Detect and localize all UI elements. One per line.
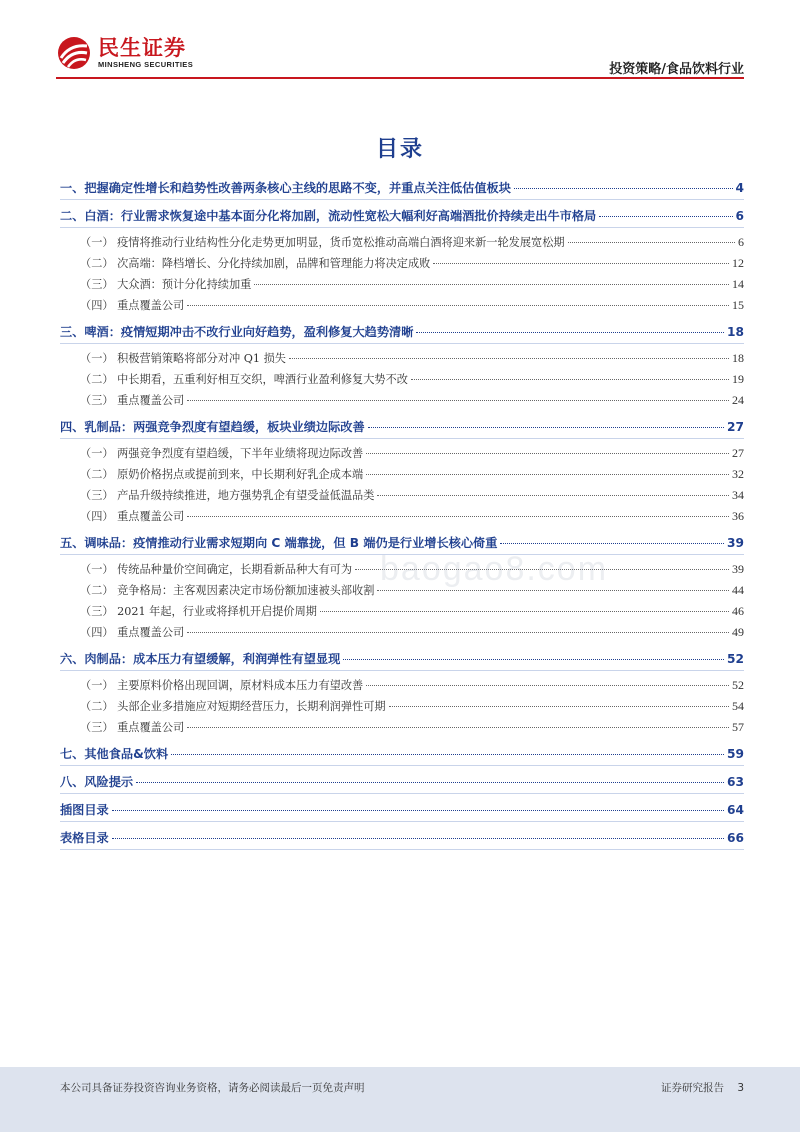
disclaimer-text: 本公司具备证券投资咨询业务资格，请务必阅读最后一页免责声明: [60, 1082, 365, 1094]
toc-entry-page: 18: [732, 351, 744, 365]
toc-entry-page: 15: [732, 298, 744, 312]
toc-leader-dots: [171, 754, 724, 755]
toc-entry-label: （一） 两强竞争烈度有望趋缓，下半年业绩将现边际改善: [80, 447, 364, 460]
toc-leader-dots: [320, 611, 729, 612]
footer-right: [661, 1080, 744, 1095]
toc-entry-page: 52: [727, 652, 744, 666]
toc-entry-page: 32: [732, 467, 744, 481]
toc-entry-label: （一） 积极营销策略将部分对冲 Q1 损失: [80, 352, 286, 365]
toc-section[interactable]: [60, 321, 744, 344]
toc-entry-label: 二、白酒：行业需求恢复途中基本面分化将加剧，流动性宽松大幅利好高端酒批价持续走出牛市格局: [60, 209, 597, 223]
toc-subsection[interactable]: [60, 390, 744, 411]
toc-entry-label: （三） 大众酒：预计分化持续加重: [80, 278, 252, 291]
toc-section[interactable]: [60, 771, 744, 794]
toc-entry-page: 18: [727, 325, 744, 339]
toc-leader-dots: [389, 706, 729, 707]
header-divider: [56, 77, 744, 79]
toc-entry-page: 44: [732, 583, 744, 597]
logo-chinese-name: 民生证券: [98, 36, 186, 60]
toc-leader-dots: [377, 590, 729, 591]
toc-subsection[interactable]: [60, 485, 744, 506]
minsheng-logo-icon: [56, 36, 92, 70]
toc-leader-dots: [289, 358, 729, 359]
toc-entry-label: （二） 中长期看，五重利好相互交织，啤酒行业盈利修复大势不改: [80, 373, 408, 386]
toc-leader-dots: [112, 838, 724, 839]
toc-leader-dots: [599, 216, 732, 217]
toc-entry-label: （二） 次高端：降档增长、分化持续加剧，品牌和管理能力将决定成败: [80, 257, 431, 270]
toc-entry-label: 四、乳制品：两强竞争烈度有望趋缓，板块业绩边际改善: [60, 420, 365, 434]
toc-entry-label: 一、把握确定性增长和趋势性改善两条核心主线的思路不变，并重点关注低估值板块: [60, 181, 511, 195]
toc-entry-page: 39: [727, 536, 744, 550]
toc-entry-page: 59: [727, 747, 744, 761]
toc-entry-page: 19: [732, 372, 744, 386]
toc-entry-label: 表格目录: [60, 831, 109, 845]
toc-entry-label: （三） 重点覆盖公司: [80, 721, 185, 734]
toc-entry-label: 五、调味品：疫情推动行业需求短期向 C 端靠拢，但 B 端仍是行业增长核心倚重: [60, 536, 498, 550]
toc-leader-dots: [368, 427, 724, 428]
toc-subsection[interactable]: [60, 348, 744, 369]
toc-entry-page: 24: [732, 393, 744, 407]
toc-subsection[interactable]: [60, 506, 744, 527]
toc-section[interactable]: [60, 799, 744, 822]
toc-entry-label: 三、啤酒：疫情短期冲击不改行业向好趋势，盈利修复大趋势清晰: [60, 325, 414, 339]
toc-entry-label: 六、肉制品：成本压力有望缓解，利润弹性有望显现: [60, 652, 341, 666]
toc-leader-dots: [377, 495, 729, 496]
toc-entry-label: （一） 疫情将推动行业结构性分化走势更加明显，货币宽松推动高端白酒将迎来新一轮发展宽松期: [80, 236, 565, 249]
toc-entry-page: 49: [732, 625, 744, 639]
toc-leader-dots: [112, 810, 724, 811]
toc-subsection[interactable]: [60, 696, 744, 717]
toc-entry-page: 46: [732, 604, 744, 618]
toc-leader-dots: [187, 632, 729, 633]
toc-leader-dots: [366, 474, 729, 475]
toc-subsection[interactable]: [60, 253, 744, 274]
toc-entry-label: （二） 竞争格局：主客观因素决定市场份额加速被头部收割: [80, 584, 375, 597]
toc-entry-label: （四） 重点覆盖公司: [80, 299, 185, 312]
toc-entry-page: 39: [732, 562, 744, 576]
toc-subsection[interactable]: [60, 464, 744, 485]
page-number: 3: [737, 1082, 744, 1094]
toc-entry-page: 54: [732, 699, 744, 713]
toc-entry-label: 七、其他食品&饮料: [60, 747, 169, 761]
company-logo: [56, 36, 193, 70]
toc-entry-label: （一） 传统品种量价空间确定，长期看新品种大有可为: [80, 563, 353, 576]
toc-entry-page: 4: [735, 181, 744, 195]
toc-entry-page: 36: [732, 509, 744, 523]
toc-entry-page: 27: [732, 446, 744, 460]
toc-subsection[interactable]: [60, 622, 744, 643]
toc-entry-label: （三） 产品升级持续推进，地方强势乳企有望受益低温品类: [80, 489, 375, 502]
toc-subsection[interactable]: [60, 675, 744, 696]
page-title: 目录: [375, 137, 424, 162]
toc-section[interactable]: [60, 177, 744, 200]
toc-section[interactable]: [60, 743, 744, 766]
toc-entry-label: （三） 2021 年起，行业或将择机开启提价周期: [80, 605, 317, 618]
toc-subsection[interactable]: [60, 274, 744, 295]
toc-leader-dots: [514, 188, 733, 189]
toc-leader-dots: [366, 685, 729, 686]
table-of-contents: [60, 172, 744, 850]
toc-section[interactable]: [60, 416, 744, 439]
toc-leader-dots: [254, 284, 729, 285]
page-footer: [0, 1067, 800, 1132]
toc-entry-page: 27: [727, 420, 744, 434]
toc-entry-page: 12: [732, 256, 744, 270]
toc-subsection[interactable]: [60, 443, 744, 464]
toc-entry-label: （二） 头部企业多措施应对短期经营压力，长期利润弹性可期: [80, 700, 386, 713]
toc-leader-dots: [187, 305, 729, 306]
toc-subsection[interactable]: [60, 232, 744, 253]
toc-entry-page: 6: [738, 235, 744, 249]
toc-section[interactable]: [60, 648, 744, 671]
toc-entry-page: 66: [727, 831, 744, 845]
toc-subsection[interactable]: [60, 295, 744, 316]
toc-entry-label: （四） 重点覆盖公司: [80, 626, 185, 639]
toc-subsection[interactable]: [60, 601, 744, 622]
toc-entry-label: （一） 主要原料价格出现回调，原材料成本压力有望改善: [80, 679, 364, 692]
toc-entry-label: （二） 原奶价格拐点或提前到来，中长期利好乳企成本端: [80, 468, 364, 481]
toc-entry-page: 64: [727, 803, 744, 817]
toc-entry-label: （三） 重点覆盖公司: [80, 394, 185, 407]
toc-leader-dots: [366, 453, 729, 454]
toc-leader-dots: [187, 727, 729, 728]
watermark: baogao8.com: [380, 550, 609, 588]
toc-entry-page: 34: [732, 488, 744, 502]
toc-leader-dots: [187, 516, 729, 517]
logo-english-name: MINSHENG SECURITIES: [98, 60, 194, 69]
toc-leader-dots: [500, 543, 724, 544]
toc-section[interactable]: [60, 205, 744, 228]
toc-leader-dots: [187, 400, 729, 401]
toc-entry-page: 63: [727, 775, 744, 789]
toc-leader-dots: [411, 379, 729, 380]
toc-leader-dots: [433, 263, 729, 264]
toc-entry-page: 57: [732, 720, 744, 734]
toc-leader-dots: [343, 659, 724, 660]
toc-leader-dots: [416, 332, 724, 333]
report-type-label: 证券研究报告: [660, 1082, 724, 1094]
toc-subsection[interactable]: [60, 369, 744, 390]
toc-entry-label: （四） 重点覆盖公司: [80, 510, 185, 523]
toc-entry-page: 52: [732, 678, 744, 692]
toc-section[interactable]: [60, 827, 744, 850]
toc-subsection[interactable]: [60, 717, 744, 738]
toc-leader-dots: [568, 242, 735, 243]
toc-leader-dots: [136, 782, 724, 783]
toc-entry-label: 插图目录: [60, 803, 109, 817]
report-category: 投资策略/食品饮料行业: [609, 62, 744, 77]
toc-entry-label: 八、风险提示: [60, 775, 134, 789]
toc-entry-page: 6: [735, 209, 744, 223]
toc-entry-page: 14: [732, 277, 744, 291]
